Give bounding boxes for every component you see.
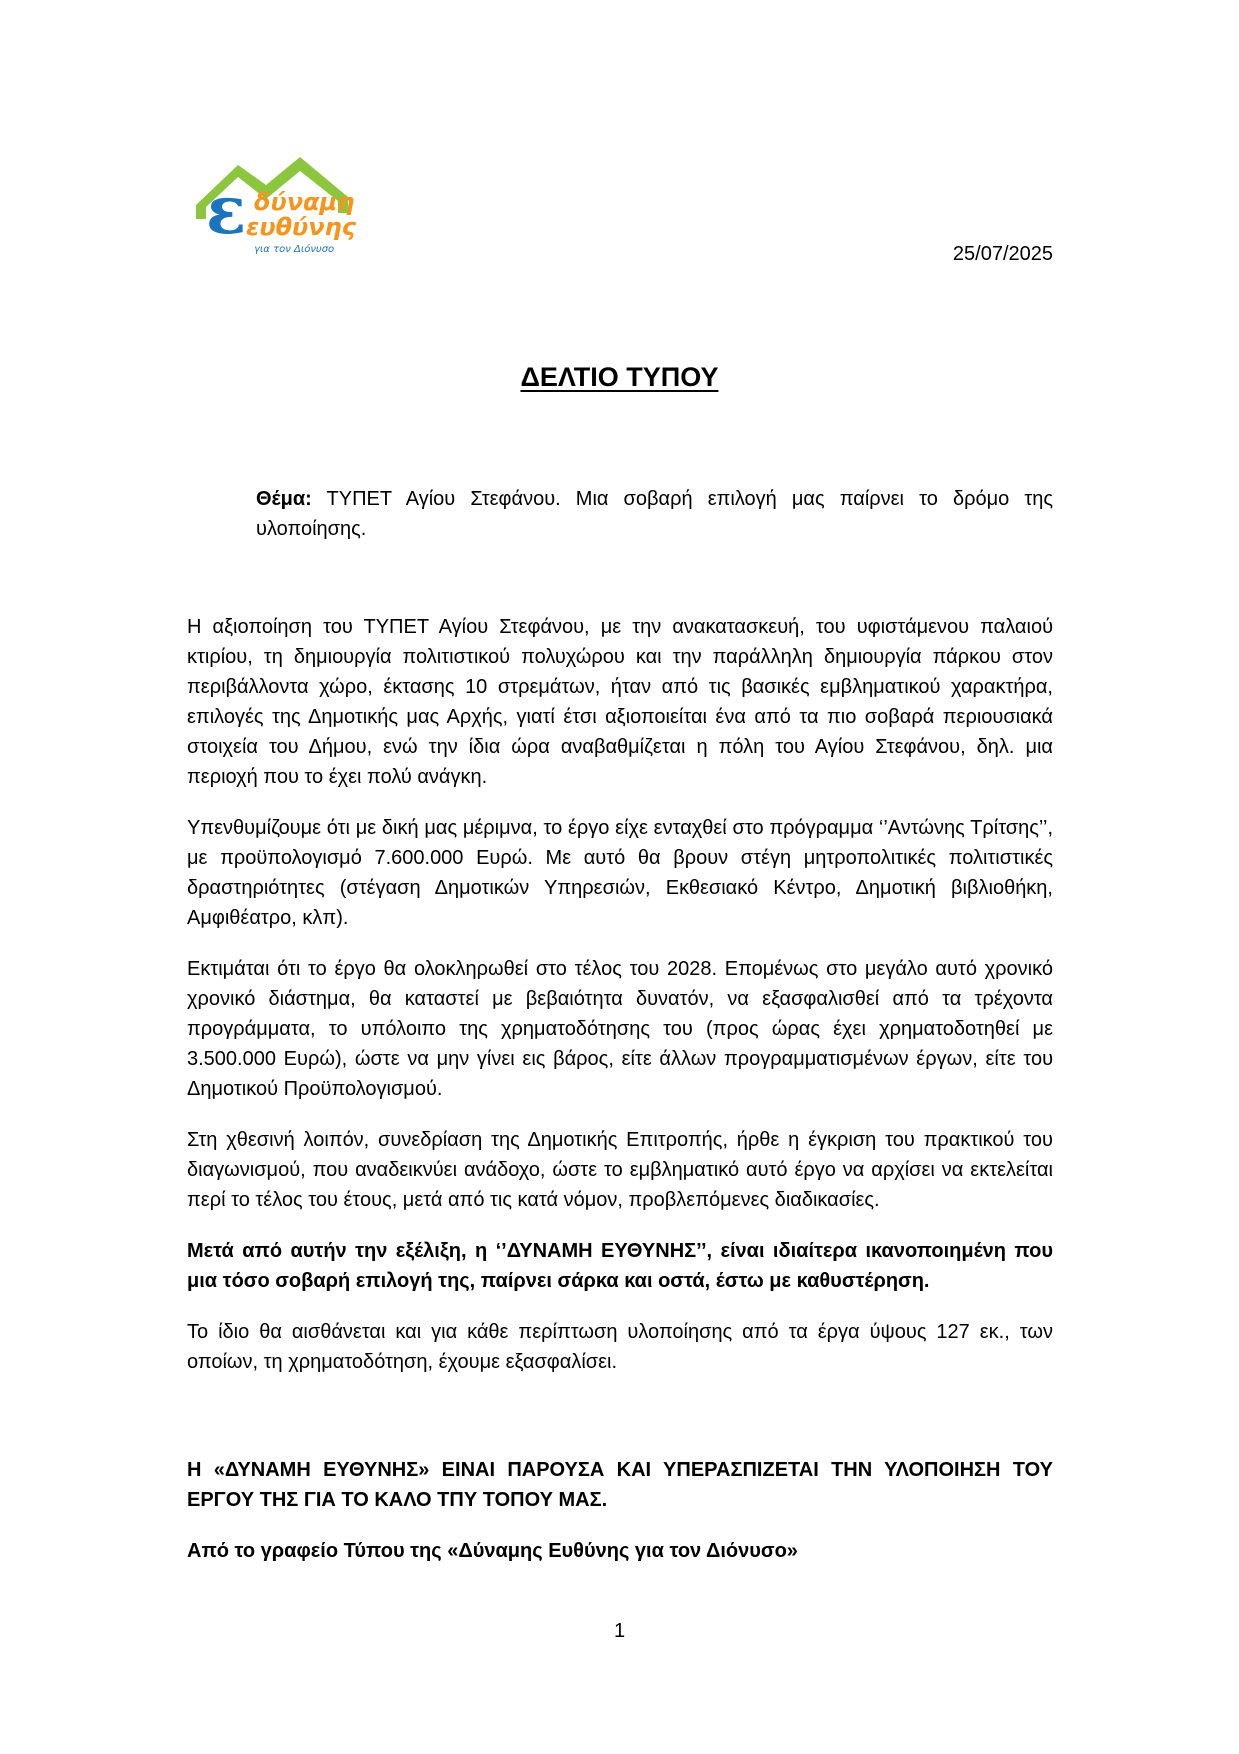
- subject-text: ΤΥΠΕΤ Αγίου Στεφάνου. Μια σοβαρή επιλογή μας παίρνει το δρόμο της υλοποίησης.: [256, 488, 1053, 540]
- page-number: 1: [613, 1620, 626, 1642]
- paragraph: Στη χθεσινή λοιπόν, συνεδρίαση της Δημοτικής Επιτροπής, ήρθε η έγκριση του πρακτικού του διαγωνισμού, που αναδεικνύει ανάδοχο, ώστε το εμβληματικό αυτό έργο να αρχίσει να εκτελείται περί το τέλος του έτους, μετά από τις κατά νόμον, προβλεπόμενες διαδικασίες.: [187, 1129, 1053, 1211]
- paragraph: Εκτιμάται ότι το έργο θα ολοκληρωθεί στο τέλος του 2028. Επομένως στο μεγάλο αυτό χρονικό χρονικό διάστημα, θα καταστεί με βεβαιότητα δυνατόν, να εξασφαλισθεί από τα τρέχοντα προγράμματα, το υπόλοιπο της χρηματοδότησης του (προς ώρας έχει χρηματοδοτηθεί με 3.500.000 Ευρώ), ώστε να μην γίνει εις βάρος, είτε άλλων προγραμματισμένων έργων, είτε του Δημοτικού Προϋπολογισμού.: [187, 958, 1053, 1100]
- page-title: ΔΕΛΤΙΟ ΤΥΠΟΥ: [520, 362, 719, 392]
- press-office-signature: Από το γραφείο Τύπου της «Δύναμης Ευθύνης για τον Διόνυσο»: [187, 1540, 798, 1562]
- logo-line1: δύναμη: [254, 188, 355, 216]
- highlight-paragraph: Μετά από αυτήν την εξέλιξη, η ‘’ΔΥΝΑΜΗ ΕΥΘΥΝΗΣ’’, είναι ιδιαίτερα ικανοποιημένη που μια τόσο σοβαρή επιλογή της, παίρνει σάρκα και οστά, έστω με καθυστέρηση.: [187, 1240, 1053, 1292]
- closing-block: [187, 1455, 1053, 1587]
- party-logo-graphic: [188, 155, 378, 265]
- logo-tagline: για τον Διόνυσο: [254, 244, 335, 255]
- paragraph: Υπενθυμίζουμε ότι με δική μας μέριμνα, το έργο είχε ενταχθεί στο πρόγραμμα ‘’Αντώνης Τρίτσης’’, με προϋπολογισμό 7.600.000 Ευρώ. Με αυτό θα βρουν στέγη μητροπολιτικές πολιτιστικές δραστηριότητες (στέγαση Δημοτικών Υπηρεσιών, Εκθεσιακό Κέντρο, Δημοτική βιβλιοθήκη, Αμφιθέατρο, κλπ).: [187, 817, 1053, 929]
- subject-label: Θέμα:: [256, 488, 312, 510]
- paragraph: Η αξιοποίηση του ΤΥΠΕΤ Αγίου Στεφάνου, με την ανακατασκευή, του υφιστάμενου παλαιού κτιρίου, τη δημιουργία πολιτιστικού πολυχώρου και την παράλληλη δημιουργία πάρκου στον περιβάλλοντα χώρο, έκτασης 10 στρεμάτων, ήταν από τις βασικές εμβληματικού χαρακτήρα, επιλογές της Δημοτικής μας Αρχής, γιατί έτσι αξιοποιείται ένα από τα πιο σοβαρά περιουσιακά στοιχεία του Δήμου, ενώ την ίδια ώρα αναβαθμίζεται η πόλη του Αγίου Στεφάνου, δηλ. μια περιοχή που το έχει πολύ ανάγκη.: [187, 616, 1053, 788]
- paragraph: Το ίδιο θα αισθάνεται και για κάθε περίπτωση υλοποίησης από τα έργα ύψους 127 εκ., των οποίων, τη χρηματοδότηση, έχουμε εξασφαλίσει.: [187, 1321, 1053, 1373]
- closing-statement: Η «ΔΥΝΑΜΗ ΕΥΘΥΝΗΣ» ΕΙΝΑΙ ΠΑΡΟΥΣΑ ΚΑΙ ΥΠΕΡΑΣΠΙΖΕΤΑΙ ΤΗΝ ΥΛΟΠΟΙΗΣΗ ΤΟΥ ΕΡΓΟΥ ΤΗΣ ΓΙΑ ΤΟ ΚΑΛΟ ΤΠΥ ΤΟΠΟΥ ΜΑΣ.: [187, 1459, 1053, 1511]
- party-logo: [188, 155, 378, 265]
- body-text: [187, 612, 1053, 1398]
- logo-letter: ε: [206, 171, 247, 249]
- logo-line2: ευθύνης: [246, 213, 356, 241]
- subject-line: [256, 484, 1053, 544]
- document-date: 25/07/2025: [952, 243, 1053, 265]
